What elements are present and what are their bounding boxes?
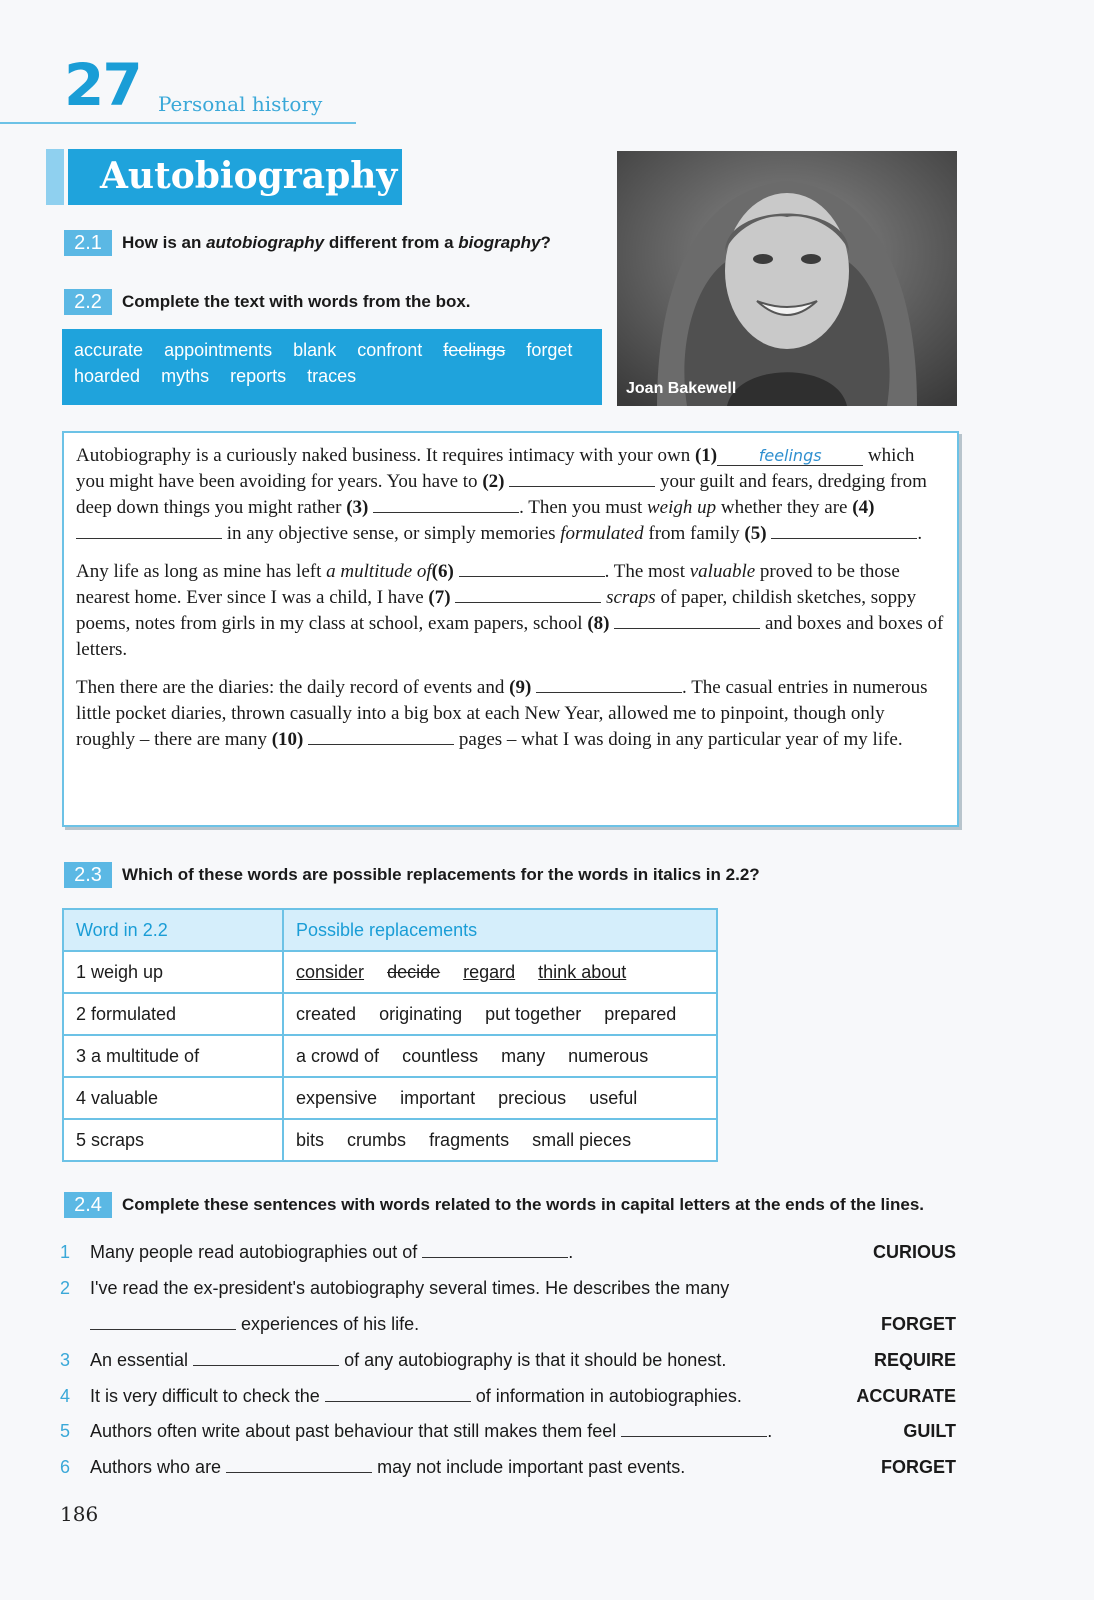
- replacement-option[interactable]: expensive: [296, 1087, 378, 1108]
- word-cell: 1 weigh up: [63, 951, 283, 993]
- replacement-option[interactable]: countless: [402, 1045, 479, 1066]
- table-row: [63, 993, 717, 1035]
- replacement-option[interactable]: originating: [379, 1003, 463, 1024]
- portrait-image: [617, 151, 957, 406]
- word-box-item: forget: [526, 340, 573, 360]
- replacement-option[interactable]: consider: [296, 961, 365, 982]
- replacements-cell: [283, 993, 717, 1035]
- replacement-option[interactable]: created: [296, 1003, 357, 1024]
- answer-gap[interactable]: [455, 585, 601, 603]
- exercise-instruction: Complete the text with words from the box.: [122, 292, 471, 311]
- exercise-number: 2.1: [64, 230, 112, 256]
- answer-gap[interactable]: [308, 727, 454, 745]
- exercise-instruction: How is an autobiography different from a biography?: [122, 233, 551, 252]
- title-accent-bar: [46, 149, 64, 205]
- answer-gap[interactable]: [325, 1386, 471, 1402]
- answer-gap[interactable]: [536, 675, 682, 693]
- answer-gap[interactable]: [90, 1314, 236, 1330]
- word-box-item: traces: [307, 366, 357, 386]
- answer-gap[interactable]: [614, 611, 760, 629]
- replacement-option[interactable]: fragments: [429, 1129, 510, 1150]
- portrait-photo: [617, 151, 957, 406]
- replacement-option[interactable]: prepared: [604, 1003, 677, 1024]
- replacement-option[interactable]: many: [501, 1045, 546, 1066]
- word-box-item-used: feelings: [443, 340, 506, 360]
- replacement-option[interactable]: small pieces: [532, 1129, 632, 1150]
- column-header: Possible replacements: [283, 909, 717, 951]
- answer-gap[interactable]: [509, 469, 655, 487]
- word-box-item: accurate: [74, 340, 144, 360]
- exercise-2-4-heading: [64, 1192, 924, 1218]
- table-row: [63, 1077, 717, 1119]
- table-row: [63, 1119, 717, 1161]
- word-cell: 3 a multitude of: [63, 1035, 283, 1077]
- word-box-item: blank: [293, 340, 337, 360]
- answer-gap[interactable]: [193, 1350, 339, 1366]
- answer-gap[interactable]: [422, 1242, 568, 1258]
- word-cell: 5 scraps: [63, 1119, 283, 1161]
- header-rule: [0, 122, 356, 124]
- replacements-cell: [283, 1035, 717, 1077]
- answer-gap[interactable]: [459, 559, 605, 577]
- replacements-table: [62, 908, 718, 1162]
- answer-gap[interactable]: [226, 1457, 372, 1473]
- replacements-cell: [283, 1119, 717, 1161]
- text-paragraph: Autobiography is a curiously naked business. It requires intimacy with your own (1) feelings which you might have been avoiding for years. You have to (2) your guilt and fears, dredging from deep down things you might rather (3) . Then you must weigh up whether they are (4) in any objective sense, or simply memories formulated from family (5) .: [76, 445, 927, 544]
- answer-gap[interactable]: feelings: [717, 448, 863, 466]
- table-header-row: [63, 909, 717, 951]
- replacement-option[interactable]: think about: [538, 961, 627, 982]
- replacement-option[interactable]: numerous: [568, 1045, 649, 1066]
- word-box-item: myths: [161, 366, 210, 386]
- word-cell: 2 formulated: [63, 993, 283, 1035]
- text-paragraph: Any life as long as mine has left a multitude of(6) . The most valuable proved to be those nearest home. Ever since I was a child, I have (7) scraps of paper, childish sketches, soppy poems, notes from girls in my class at school, exam papers, school (8) and boxes and boxes of letters.: [76, 561, 944, 660]
- replacement-option[interactable]: important: [400, 1087, 476, 1108]
- exercise-2-2-heading: [64, 289, 471, 315]
- word-box-item: confront: [357, 340, 423, 360]
- exercise-instruction: Complete these sentences with words related to the words in capital letters at the ends of the lines.: [122, 1195, 925, 1214]
- replacement-option[interactable]: regard: [463, 961, 516, 982]
- word-box-item: hoarded: [74, 366, 141, 386]
- table-row: [63, 1035, 717, 1077]
- page-number: 186: [60, 1502, 99, 1526]
- word-cell: 4 valuable: [63, 1077, 283, 1119]
- exercise-number: 2.3: [64, 862, 112, 888]
- replacement-option[interactable]: bits: [296, 1129, 325, 1150]
- answer-gap[interactable]: [771, 521, 917, 539]
- capital-word: FORGET: [881, 1457, 956, 1477]
- exercise-2-1-heading: [64, 230, 551, 256]
- unit-title: Personal history: [158, 92, 323, 116]
- replacement-option[interactable]: useful: [589, 1087, 638, 1108]
- capital-word: REQUIRE: [873, 1350, 956, 1370]
- capital-word: CURIOUS: [872, 1242, 956, 1262]
- column-header: Word in 2.2: [63, 909, 283, 951]
- exercise-number: 2.4: [64, 1192, 112, 1218]
- answer-gap[interactable]: [76, 521, 222, 539]
- answer-gap[interactable]: [373, 495, 519, 513]
- replacement-option[interactable]: crumbs: [347, 1129, 407, 1150]
- exercise-instruction: Which of these words are possible replacements for the words in italics in 2.2?: [122, 865, 760, 884]
- table-row: [63, 951, 717, 993]
- replacement-option[interactable]: precious: [498, 1087, 567, 1108]
- exercise-2-3-heading: [64, 862, 760, 888]
- section-title: Autobiography: [100, 155, 398, 197]
- autobiography-text: [62, 431, 959, 827]
- word-box-item: reports: [230, 366, 287, 386]
- capital-word: GUILT: [903, 1421, 956, 1441]
- replacement-option[interactable]: a crowd of: [296, 1045, 380, 1066]
- word-box: [62, 329, 602, 405]
- capital-word: ACCURATE: [856, 1386, 956, 1406]
- replacement-option[interactable]: decide: [387, 961, 441, 982]
- unit-number: 27: [64, 51, 141, 119]
- exercise-number: 2.2: [64, 289, 112, 315]
- word-box-item: appointments: [164, 340, 273, 360]
- replacement-option[interactable]: put together: [485, 1003, 582, 1024]
- capital-word: FORGET: [881, 1314, 956, 1334]
- textbook-page: 27 Personal history Autobiography 2.1 How is an autobiography different from a biography? 2.2 Complete the text with words from the box. accurate appointments blank confront feelings forget hoarded myths reports traces Joan Bakewell Autobiography is a curiously naked business. It requires intimacy with your own (1) feelings which you might have been avoiding for years. You have to (2) your guilt and fears, dredging from deep down things you might rather (3) . Then you must weigh up whether they are (4) in any objective sense, or simply memories formulated from family (5) . Any life as long as mine has left a multitude of(6) . The most valuable proved to be those nearest home. Ever since I was a child, I have (7) scraps of paper, childish sketches, soppy poems, notes from girls in my class at school, exam papers, school (8) and boxes and boxes of letters. Then there are the diaries: the daily record of events and (9) . The casual entries in numerous little pocket diaries, thrown casually into a big box at each New Year, allowed me to pinpoint, though only roughly – there are many (10) pages – what I was doing in any particular year of my life. 2.3 Which of these words are possible replacements for the words in italics in 2.2? Word in 2.2 Possible replacements 1 weigh up consider decide regard think about 2 formulated created originating put together prepared 3 a multitude of a crowd of countless many numerous 4 valuable expensive important precious useful 5 scraps bits crumbs fragments small pieces 2.4 Complete these sentences with words related to the words in capital letters at the ends of the lines. 1 Many people read autobiographies out of . CURIOUS 2 I've read the ex-president's autobiography several times. He describes the many experiences of his life. FORGET 3 An essential of any autobiography is that it should be honest. REQUIRE 4 It is very difficult to check the of information in autobiographies. ACCURATE 5 Authors often write about past behaviour that still makes them feel . GUILT 6 Authors who are may not include important past events. FORGET 186: [0, 0, 1094, 1600]
- replacements-cell: [283, 951, 717, 993]
- text-paragraph: Then there are the diaries: the daily record of events and (9) . The casual entries in numerous little pocket diaries, thrown casually into a big box at each New Year, allowed me to pinpoint, though only roughly – there are many (10) pages – what I was doing in any particular year of my life.: [76, 677, 928, 750]
- answer-gap[interactable]: [621, 1421, 767, 1437]
- photo-caption: Joan Bakewell: [626, 380, 737, 397]
- replacements-cell: [283, 1077, 717, 1119]
